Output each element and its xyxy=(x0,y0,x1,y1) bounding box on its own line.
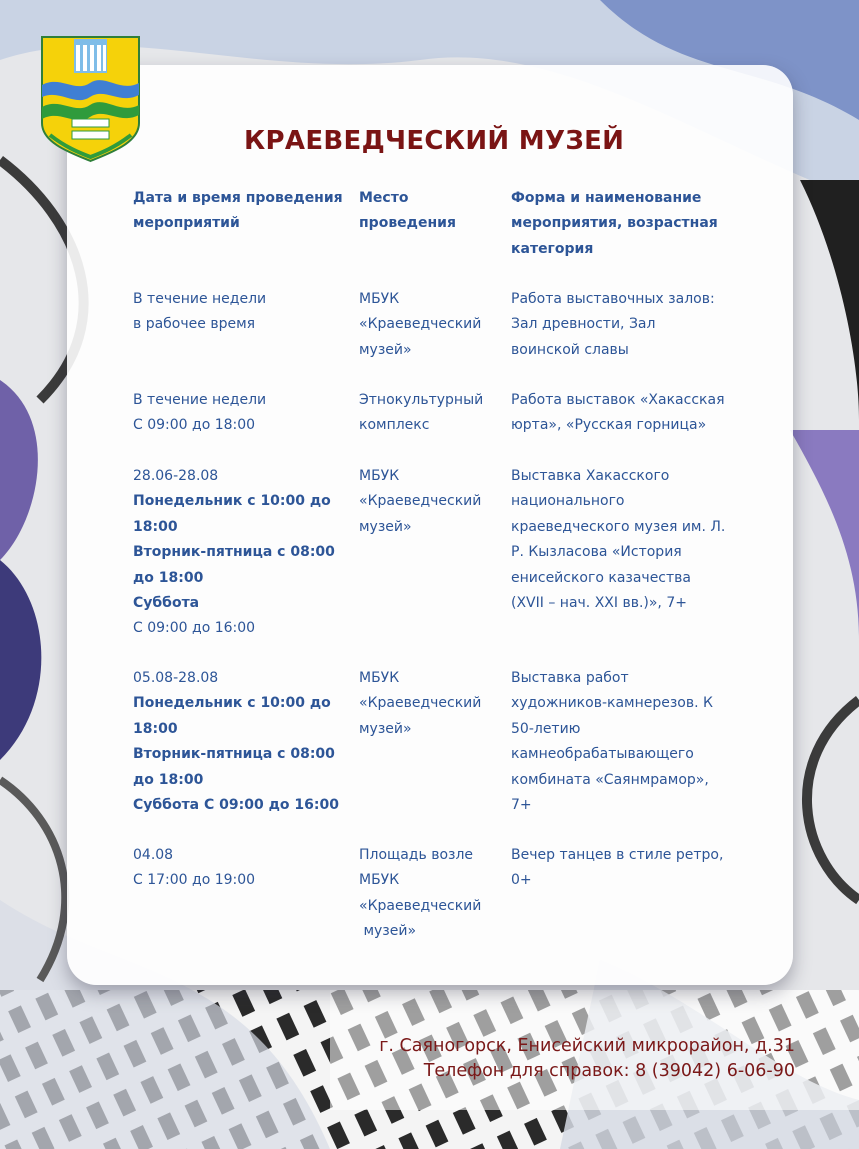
event-date-line: В течение недели xyxy=(133,392,267,408)
event-date-line: 05.08-28.08 xyxy=(133,670,219,686)
event-place-line: Этнокультурный xyxy=(359,392,484,408)
event-place-line: МБУК xyxy=(359,872,400,889)
event-form-line: (XVII – нач. XXI вв.)», 7+ xyxy=(511,595,687,612)
event-date-line: 04.08 xyxy=(133,847,174,863)
event-form-line: 0+ xyxy=(511,872,532,889)
event-date-line: до 18:00 xyxy=(133,771,204,788)
coat-of-arms-icon xyxy=(40,35,141,163)
event-date xyxy=(133,287,348,338)
event-form-line: воинской славы xyxy=(511,341,629,358)
event-place xyxy=(359,464,499,540)
event-date-line: С 09:00 до 18:00 xyxy=(133,417,256,434)
event-place-line: «Краеведческий xyxy=(359,695,482,712)
event-date-line: В течение недели xyxy=(133,291,267,307)
event-date-line: Понедельник с 10:00 до xyxy=(133,493,331,510)
contact-footer xyxy=(379,1034,795,1084)
event-place-line: МБУК xyxy=(359,291,400,307)
event-date-line: С 09:00 до 16:00 xyxy=(133,620,256,637)
event-date-line: С 17:00 до 19:00 xyxy=(133,872,256,889)
event-date-line: Понедельник с 10:00 до xyxy=(133,695,331,712)
event-form-line: Р. Кызласова «История xyxy=(511,544,682,561)
header-place xyxy=(359,186,499,237)
event-form-line: комбината «Саянмрамор», xyxy=(511,771,709,788)
header-form xyxy=(511,186,741,262)
header-date-line: Дата и время проведения xyxy=(133,190,343,206)
event-place-line: музей» xyxy=(359,923,417,940)
header-date xyxy=(133,186,348,237)
event-form-line: енисейского казачества xyxy=(511,569,691,586)
event-form-line: Вечер танцев в стиле ретро, xyxy=(511,847,724,863)
event-form-line: краеведческого музея им. Л. xyxy=(511,518,726,535)
event-date-line: Суббота xyxy=(133,595,200,612)
event-date-line: 28.06-28.08 xyxy=(133,468,219,484)
page-title: КРАЕВЕДЧЕСКИЙ МУЗЕЙ xyxy=(244,126,625,156)
phone-text: Телефон для справок: 8 (39042) 6-06-90 xyxy=(423,1061,795,1081)
event-place xyxy=(359,843,499,945)
header-date-line: мероприятий xyxy=(133,215,240,232)
event-place-line: «Краеведческий xyxy=(359,493,482,510)
event-form-line: Выставка работ xyxy=(511,670,629,686)
event-date xyxy=(133,666,348,818)
event-place xyxy=(359,287,499,363)
event-date-line: Вторник-пятница с 08:00 xyxy=(133,746,335,763)
event-place-line: МБУК xyxy=(359,670,400,686)
event-place-line: музей» xyxy=(359,341,412,358)
address-text: г. Саяногорск, Енисейский микрорайон, д.31 xyxy=(379,1036,795,1056)
event-place-line: комплекс xyxy=(359,417,430,434)
event-form xyxy=(511,388,741,439)
header-form-line: Форма и наименование xyxy=(511,190,702,206)
header-place-line: Место xyxy=(359,190,409,206)
event-form-line: Зал древности, Зал xyxy=(511,316,656,333)
header-form-line: мероприятия, возрастная xyxy=(511,215,718,232)
event-form xyxy=(511,843,741,894)
event-form-line: 7+ xyxy=(511,797,532,814)
event-form-line: Работа выставок «Хакасская xyxy=(511,392,725,408)
event-place-line: музей» xyxy=(359,518,412,535)
event-date-line: в рабочее время xyxy=(133,316,256,333)
event-form-line: Работа выставочных залов: xyxy=(511,291,715,307)
header-place-line: проведения xyxy=(359,215,456,232)
event-place-line: Площадь возле xyxy=(359,847,474,863)
event-date xyxy=(133,843,348,894)
event-place xyxy=(359,666,499,742)
event-place-line: «Краеведческий xyxy=(359,897,482,914)
event-place-line: МБУК xyxy=(359,468,400,484)
event-place-line: музей» xyxy=(359,720,412,737)
event-form xyxy=(511,666,741,818)
header-form-line: категория xyxy=(511,240,594,257)
event-form-line: Выставка Хакасского xyxy=(511,468,670,484)
event-date-line: 18:00 xyxy=(133,518,178,535)
event-place xyxy=(359,388,499,439)
event-place-line: «Краеведческий xyxy=(359,316,482,333)
event-date-line: Суббота С 09:00 до 16:00 xyxy=(133,797,339,814)
event-date-line: 18:00 xyxy=(133,720,178,737)
event-date-line: до 18:00 xyxy=(133,569,204,586)
event-form xyxy=(511,464,741,616)
event-form-line: камнеобрабатывающего xyxy=(511,746,694,763)
event-date-line: Вторник-пятница с 08:00 xyxy=(133,544,335,561)
event-form-line: юрта», «Русская горница» xyxy=(511,417,707,434)
event-date xyxy=(133,464,348,642)
event-form-line: художников-камнерезов. К xyxy=(511,695,713,712)
event-form-line: 50-летию xyxy=(511,720,581,737)
event-form xyxy=(511,287,741,363)
event-date xyxy=(133,388,348,439)
event-form-line: национального xyxy=(511,493,625,510)
